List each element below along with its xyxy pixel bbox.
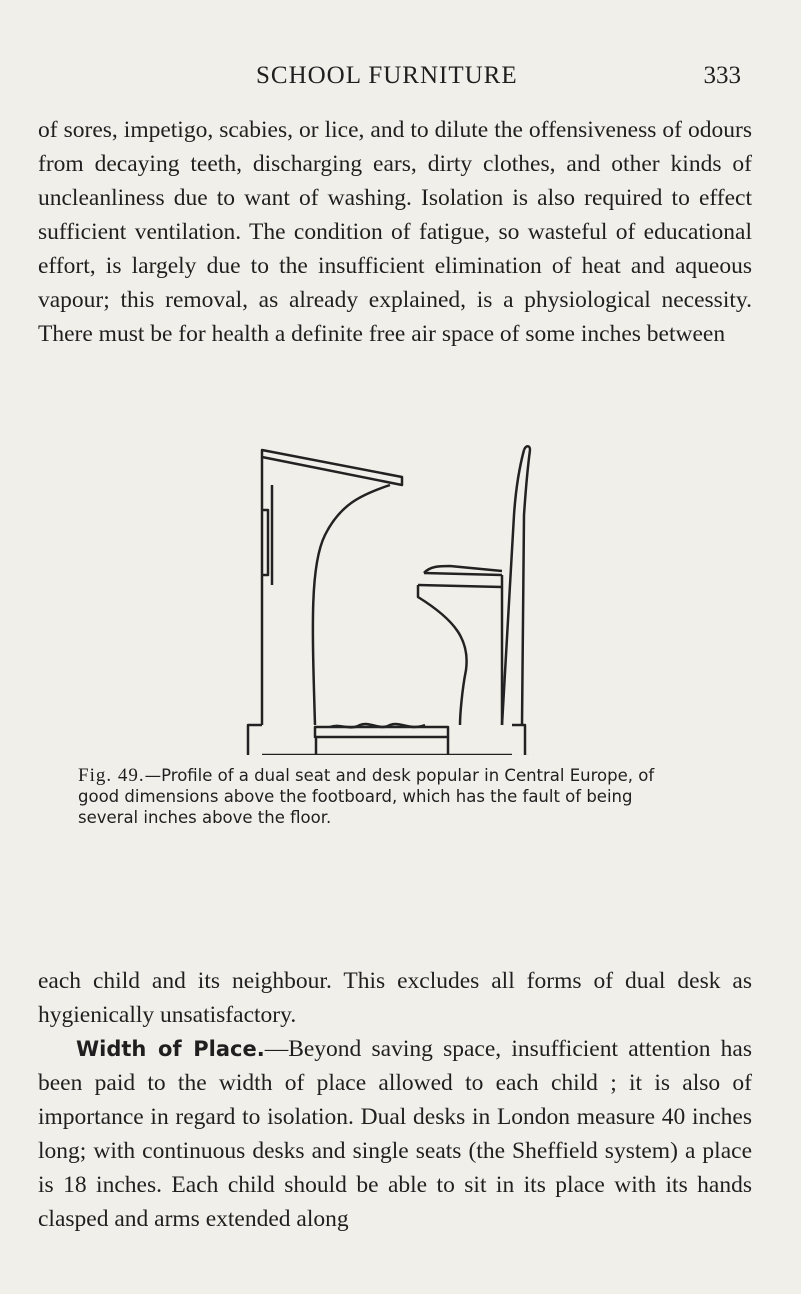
running-header bbox=[0, 62, 801, 102]
paragraph-width-of-place bbox=[38, 1032, 752, 1236]
page-number: 333 bbox=[703, 62, 741, 89]
figure-caption-text: —Profile of a dual seat and desk popular in Central Europe, of good dimensions above the footboard, which has the fault of being several inches above the floor. bbox=[78, 766, 655, 827]
running-title: SCHOOL FURNITURE bbox=[256, 62, 518, 89]
paragraph-top: of sores, impetigo, scabies, or lice, and to dilute the offensiveness of odours from decaying teeth, discharging ears, dirty clothes, and other kinds of uncleanliness due to want of washing. Isolation is also required to effect sufficient ventilation. The condition of fatigue, so wasteful of educational effort, is largely due to the insufficient elimination of heat and aqueous vapour; this removal, as already explained, is a physiological necessity. There must be for health a definite free air space of some inches between bbox=[38, 117, 752, 347]
figure-caption bbox=[78, 765, 690, 828]
desk-profile-drawing bbox=[240, 425, 540, 755]
section-heading: Width of Place. bbox=[76, 1037, 265, 1061]
section-text: —Beyond saving space, insufficient attention has been paid to the width of place allowed to each child ; it is also of importance in regard to isolation. Dual desks in London measure 40 inches long; with continuous desks and single seats (the Sheffield system) a place is 18 inches. Each child should be able to sit in its place with its hands clasped and arms extended along bbox=[38, 1036, 752, 1232]
figure-desk-profile bbox=[240, 425, 540, 755]
paragraph-continuation: each child and its neighbour. This excludes all forms of dual desk as hygienically unsatisfactory. bbox=[38, 968, 752, 1028]
figure-label: Fig. 49. bbox=[78, 765, 145, 786]
